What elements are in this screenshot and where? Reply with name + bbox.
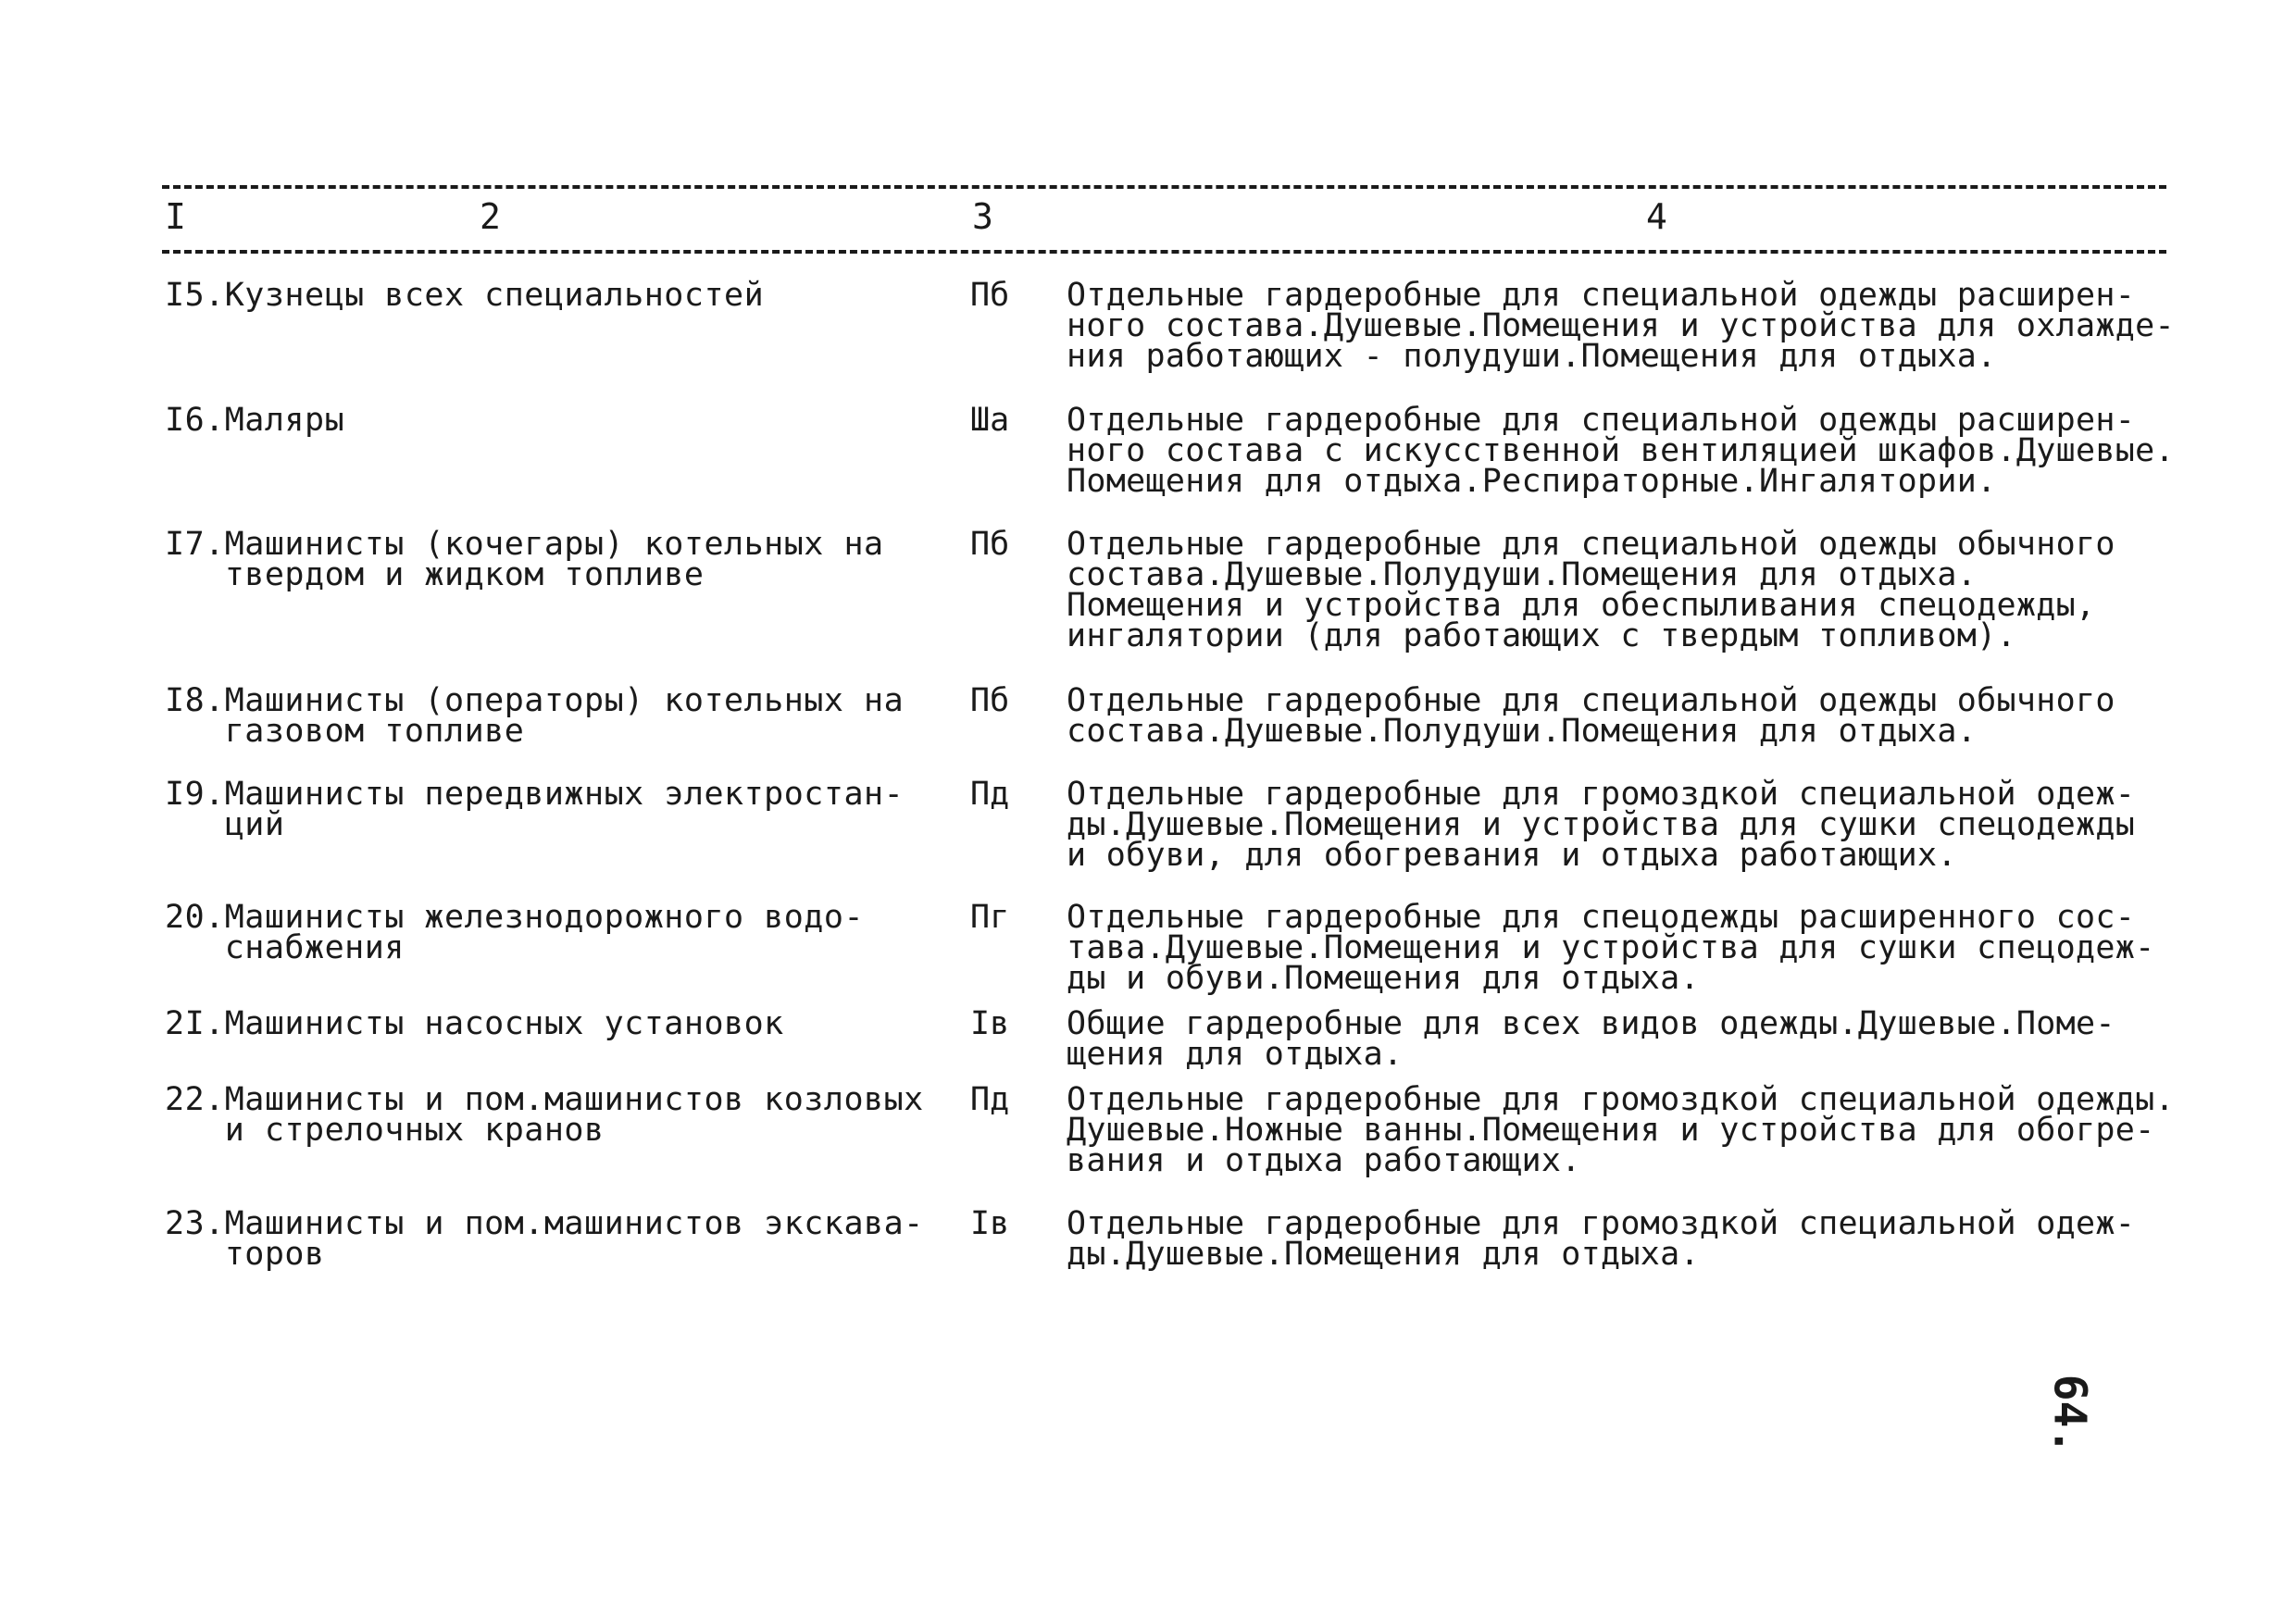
group-cell: Пб <box>970 682 1010 719</box>
facilities-cell: Отдельные гардеробные для громоздкой специальной одежды. Душевые.Ножные ванны.Помещения и устройства для обогре- вания и отдыха работающих. <box>1067 1081 2175 1179</box>
profession-cell: I6.Маляры <box>165 402 345 439</box>
profession-cell: I5.Кузнецы всех специальностей <box>165 277 765 314</box>
facilities-cell: Общие гардеробные для всех видов одежды.Душевые.Поме- щения для отдыха. <box>1067 1005 2115 1073</box>
group-cell: Iв <box>970 1205 1010 1242</box>
facilities-cell: Отдельные гардеробные для специальной одежды обычного состава.Душевые.Полудуши.Помещения для отдыха. <box>1067 682 2115 750</box>
profession-cell: I9.Машинисты передвижных электростан- ций <box>165 776 905 843</box>
group-cell: Ша <box>970 402 1010 439</box>
page-number: 64. <box>2043 1374 2096 1455</box>
column-header-3: 3 <box>972 196 993 237</box>
facilities-cell: Отдельные гардеробные для громоздкой специальной одеж- ды.Душевые.Помещения и устройства для сушки спецодежды и обуви, для обогревания и отдыха работающих. <box>1067 776 2136 874</box>
column-header-1: I <box>165 196 186 237</box>
group-cell: Пб <box>970 526 1010 563</box>
facilities-cell: Отдельные гардеробные для специальной одежды расширен- ного состава.Душевые.Помещения и устройства для охлажде- ния работающих - полудуши.Помещения для отдыха. <box>1067 277 2175 375</box>
column-header-4: 4 <box>1646 196 1667 237</box>
facilities-cell: Отдельные гардеробные для специальной одежды расширен- ного состава с искусственной вентиляцией шкафов.Душевые. Помещения для отдыха.Респираторные.Ингалятории. <box>1067 402 2175 500</box>
profession-cell: I7.Машинисты (кочегары) котельных на твердом и жидком топливе <box>165 526 884 593</box>
group-cell: Пд <box>970 1081 1010 1118</box>
group-cell: Пд <box>970 776 1010 813</box>
profession-cell: 20.Машинисты железнодорожного водо- снабжения <box>165 899 865 966</box>
table-header-rule <box>162 250 2166 254</box>
group-cell: Пг <box>970 899 1010 936</box>
column-header-2: 2 <box>480 196 501 237</box>
group-cell: Iв <box>970 1005 1010 1042</box>
profession-cell: 2I.Машинисты насосных установок <box>165 1005 784 1042</box>
facilities-cell: Отдельные гардеробные для спецодежды расширенного сос- тава.Душевые.Помещения и устройства для сушки спецодеж- ды и обуви.Помещения для отдыха. <box>1067 899 2155 997</box>
profession-cell: I8.Машинисты (операторы) котельных на газовом топливе <box>165 682 905 750</box>
profession-cell: 23.Машинисты и пом.машинистов экскава- торов <box>165 1205 924 1273</box>
facilities-cell: Отдельные гардеробные для специальной одежды обычного состава.Душевые.Полудуши.Помещения для отдыха. Помещения и устройства для обеспыливания спецодежды, ингалятории (для работающих с твердым топливом). <box>1067 526 2115 654</box>
profession-cell: 22.Машинисты и пом.машинистов козловых и стрелочных кранов <box>165 1081 924 1149</box>
facilities-cell: Отдельные гардеробные для громоздкой специальной одеж- ды.Душевые.Помещения для отдыха. <box>1067 1205 2136 1273</box>
group-cell: Пб <box>970 277 1010 314</box>
table-top-rule <box>162 185 2166 189</box>
